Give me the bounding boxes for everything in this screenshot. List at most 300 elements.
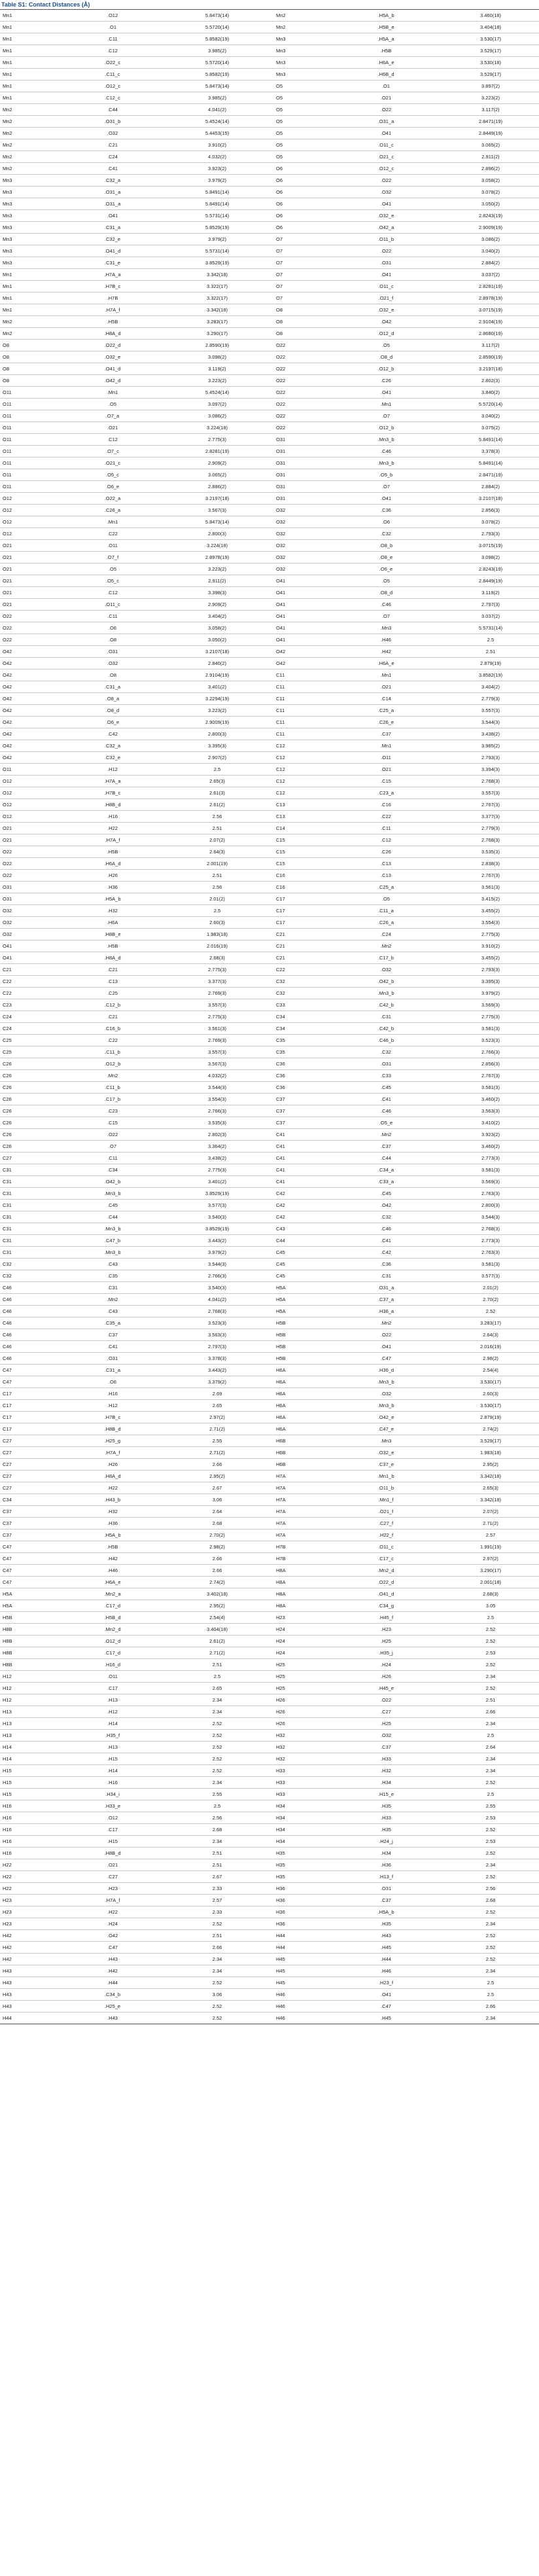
distance-2-cell: 3.530(17) [438, 33, 539, 45]
contact-atom-2-cell: .C32 [334, 1046, 438, 1058]
atom-2-cell: H33 [273, 1777, 334, 1789]
atom-1-cell: C31 [0, 1200, 60, 1211]
distance-1-cell: 3.577(3) [165, 1200, 270, 1211]
contact-atom-1-cell: .H16_d [60, 1659, 165, 1671]
distance-2-cell: 3.404(18) [438, 22, 539, 33]
contact-atom-1-cell: .O6_e [60, 717, 165, 728]
table-row [0, 1117, 539, 1129]
atom-1-cell: Mn1 [0, 92, 60, 104]
contact-atom-2-cell: .C26_e [334, 717, 438, 728]
contact-atom-2-cell: .C34_a [334, 1164, 438, 1176]
contact-atom-1-cell: .H46 [60, 1565, 165, 1577]
atom-1-cell: Mn3 [0, 175, 60, 187]
atom-1-cell: O8 [0, 351, 60, 363]
table-row [0, 1070, 539, 1082]
atom-1-cell: Mn2 [0, 128, 60, 139]
atom-2-cell: O22 [273, 410, 334, 422]
contact-atom-2-cell: .O22 [334, 1694, 438, 1706]
atom-2-cell: O8 [273, 328, 334, 340]
table-row [0, 552, 539, 564]
distance-2-cell: 2.65(3) [438, 1482, 539, 1494]
atom-1-cell: C37 [0, 1518, 60, 1530]
distance-2-cell: 3.529(17) [438, 69, 539, 80]
distance-2-cell: 2.766(3) [438, 1046, 539, 1058]
contact-atom-2-cell: .Mn3 [334, 622, 438, 634]
contact-atom-2-cell: .O5 [334, 340, 438, 351]
atom-1-cell: O12 [0, 811, 60, 823]
atom-1-cell: O42 [0, 717, 60, 728]
atom-2-cell: H26 [273, 1718, 334, 1730]
contact-atom-2-cell: .C25_a [334, 705, 438, 717]
atom-2-cell: C14 [273, 823, 334, 834]
distance-1-cell: 5.8473(14) [165, 10, 270, 22]
distance-2-cell: 2.879(19) [438, 658, 539, 670]
contact-atom-1-cell: .C15 [60, 1117, 165, 1129]
contact-atom-2-cell: .O21_f [334, 1506, 438, 1518]
distance-2-cell: 3.523(3) [438, 1035, 539, 1046]
table-row [0, 1164, 539, 1176]
distance-2-cell: 2.52 [438, 1942, 539, 1954]
atom-2-cell: O22 [273, 399, 334, 410]
atom-1-cell: O12 [0, 505, 60, 516]
atom-2-cell: O32 [273, 540, 334, 552]
atom-2-cell: O22 [273, 340, 334, 351]
contact-atom-2-cell: .C25_a [334, 882, 438, 893]
contact-atom-2-cell: .O31_a [334, 1282, 438, 1294]
distance-2-cell: 2.52 [438, 1636, 539, 1647]
atom-1-cell: C32 [0, 1270, 60, 1282]
atom-1-cell: C26 [0, 1105, 60, 1117]
atom-1-cell: O12 [0, 493, 60, 505]
contact-atom-2-cell: .H35 [334, 1918, 438, 1930]
table-row [0, 1918, 539, 1930]
atom-2-cell: H36 [273, 1906, 334, 1918]
atom-1-cell: H42 [0, 1954, 60, 1965]
contact-atom-1-cell: .H5B_d [60, 1612, 165, 1624]
table-row [0, 1270, 539, 1282]
atom-2-cell: C15 [273, 846, 334, 858]
table-row [0, 1329, 539, 1341]
distance-2-cell: 2.68 [438, 1895, 539, 1906]
contact-atom-2-cell: .C13 [334, 870, 438, 882]
table-row [0, 469, 539, 481]
atom-2-cell: O32 [273, 505, 334, 516]
table-row [0, 599, 539, 611]
atom-2-cell: Mn3 [273, 69, 334, 80]
contact-atom-2-cell: .C26 [334, 846, 438, 858]
atom-2-cell: O41 [273, 575, 334, 587]
table-row [0, 1188, 539, 1200]
distance-2-cell: 3.455(2) [438, 952, 539, 964]
distance-1-cell: 2.33 [165, 1883, 270, 1895]
distance-1-cell: 3.985(2) [165, 92, 270, 104]
atom-1-cell: O11 [0, 457, 60, 469]
distance-1-cell: 4.032(2) [165, 1070, 270, 1082]
contact-atom-2-cell: .H45 [334, 2012, 438, 2024]
distance-1-cell: 3.395(3) [165, 740, 270, 752]
table-row [0, 293, 539, 304]
table-row [0, 1153, 539, 1164]
distance-2-cell: 3.040(2) [438, 245, 539, 257]
contact-atom-1-cell: .H7A_f [60, 834, 165, 846]
table-row [0, 1730, 539, 1742]
contact-atom-1-cell: .H5A_b [60, 893, 165, 905]
table-row [0, 705, 539, 717]
atom-2-cell: H26 [273, 1694, 334, 1706]
distance-2-cell: 2.5 [438, 1789, 539, 1800]
distance-2-cell: 2.856(3) [438, 505, 539, 516]
distance-2-cell: 2.802(3) [438, 375, 539, 387]
contact-atom-2-cell: .Mn1_b [334, 1471, 438, 1482]
contact-atom-1-cell: .O21 [60, 1859, 165, 1871]
atom-2-cell: O31 [273, 481, 334, 493]
atom-2-cell: C17 [273, 893, 334, 905]
atom-2-cell: O5 [273, 151, 334, 163]
contact-atom-1-cell: .O11 [60, 540, 165, 552]
distance-1-cell: 2.768(3) [165, 1306, 270, 1317]
distance-2-cell: 2.52 [438, 1930, 539, 1942]
distance-1-cell: 3.985(2) [165, 45, 270, 57]
atom-1-cell: O21 [0, 599, 60, 611]
table-row [0, 1141, 539, 1153]
contact-atom-2-cell: .O32 [334, 187, 438, 198]
atom-2-cell: O22 [273, 351, 334, 363]
table-row [0, 1023, 539, 1035]
table-row [0, 1471, 539, 1482]
distance-1-cell: 2.54(4) [165, 1612, 270, 1624]
distance-1-cell: 2.51 [165, 1659, 270, 1671]
table-row [0, 1777, 539, 1789]
contact-atom-2-cell: .C11_a [334, 905, 438, 917]
distance-2-cell: 3.0715(19) [438, 304, 539, 316]
contact-atom-1-cell: .H7B [60, 293, 165, 304]
distance-1-cell: 2.909(2) [165, 599, 270, 611]
atom-1-cell: Mn2 [0, 139, 60, 151]
atom-1-cell: H23 [0, 1895, 60, 1906]
distance-2-cell: 3.581(3) [438, 1082, 539, 1094]
distance-2-cell: 2.34 [438, 1765, 539, 1777]
atom-1-cell: O11 [0, 764, 60, 776]
contact-atom-2-cell: .H5A_b [334, 10, 438, 22]
distance-1-cell: 3.540(3) [165, 1282, 270, 1294]
distance-2-cell: 2.52 [438, 1824, 539, 1836]
contact-atom-2-cell: .Mn1 [334, 740, 438, 752]
distance-1-cell: 3.058(2) [165, 622, 270, 634]
atom-2-cell: O31 [273, 469, 334, 481]
table-row [0, 1871, 539, 1883]
table-row [0, 1035, 539, 1046]
contact-atom-1-cell: .O22_a [60, 493, 165, 505]
distance-2-cell: 2.64(3) [438, 1329, 539, 1341]
atom-2-cell: H6A [273, 1365, 334, 1376]
atom-2-cell: C13 [273, 811, 334, 823]
atom-1-cell: H16 [0, 1800, 60, 1812]
distance-2-cell: 2.767(3) [438, 799, 539, 811]
atom-1-cell: Mn1 [0, 293, 60, 304]
contact-atom-1-cell: .O11 [60, 1671, 165, 1683]
table-row [0, 528, 539, 540]
distance-1-cell: 2.60(3) [165, 917, 270, 929]
distance-1-cell: 4.032(2) [165, 151, 270, 163]
contact-atom-1-cell: .C42 [60, 728, 165, 740]
distance-2-cell: 2.779(3) [438, 693, 539, 705]
atom-1-cell: C47 [0, 1565, 60, 1577]
contact-atom-2-cell: .C46_b [334, 1035, 438, 1046]
distance-1-cell: 2.64 [165, 1506, 270, 1518]
atom-2-cell: Mn2 [273, 10, 334, 22]
distance-2-cell: 2.34 [438, 1671, 539, 1683]
table-row [0, 1211, 539, 1223]
distance-2-cell: 2.52 [438, 1306, 539, 1317]
contact-atom-1-cell: .H14 [60, 1765, 165, 1777]
contact-atom-1-cell: .C17 [60, 1683, 165, 1694]
contact-atom-1-cell: .C12_c [60, 92, 165, 104]
distance-2-cell: 3.455(2) [438, 905, 539, 917]
distance-2-cell: 2.763(3) [438, 1247, 539, 1259]
table-row [0, 1577, 539, 1588]
atom-1-cell: C21 [0, 964, 60, 976]
distance-1-cell: 2.66 [165, 1565, 270, 1577]
distance-1-cell: 2.52 [165, 1765, 270, 1777]
distance-2-cell: 2.60(3) [438, 1388, 539, 1400]
distance-2-cell: 2.793(3) [438, 528, 539, 540]
contact-atom-1-cell: .H7A_f [60, 1447, 165, 1459]
contact-atom-2-cell: .Mn3_b [334, 1376, 438, 1388]
atom-2-cell: H46 [273, 1989, 334, 2001]
contact-atom-1-cell: .C34_b [60, 1989, 165, 2001]
contact-atom-1-cell: .C11_b [60, 1082, 165, 1094]
atom-2-cell: C41 [273, 1176, 334, 1188]
distance-1-cell: 2.34 [165, 1706, 270, 1718]
contact-atom-2-cell: .C46 [334, 446, 438, 457]
atom-1-cell: O21 [0, 540, 60, 552]
distance-2-cell: 3.544(3) [438, 717, 539, 728]
contact-atom-2-cell: .O7 [334, 481, 438, 493]
atom-2-cell: H5B [273, 1329, 334, 1341]
contact-atom-2-cell: .C23_a [334, 787, 438, 799]
atom-1-cell: O32 [0, 929, 60, 940]
contact-atom-2-cell: .H43 [334, 1930, 438, 1942]
table-row [0, 387, 539, 399]
distance-1-cell: 2.68 [165, 1824, 270, 1836]
contact-atom-1-cell: .C32_e [60, 234, 165, 245]
atom-1-cell: H5A [0, 1600, 60, 1612]
contact-atom-1-cell: .O11_c [60, 599, 165, 611]
atom-2-cell: O41 [273, 599, 334, 611]
table-row [0, 1423, 539, 1435]
atom-2-cell: H7A [273, 1494, 334, 1506]
contact-atom-1-cell: .H42 [60, 1965, 165, 1977]
contact-atom-1-cell: .H22 [60, 823, 165, 834]
atom-1-cell: C31 [0, 1211, 60, 1223]
contact-atom-1-cell: .O6 [60, 622, 165, 634]
atom-1-cell: Mn1 [0, 22, 60, 33]
table-row [0, 1518, 539, 1530]
contact-atom-2-cell: .O12_b [334, 422, 438, 434]
atom-1-cell: C47 [0, 1541, 60, 1553]
atom-2-cell: H33 [273, 1765, 334, 1777]
table-row [0, 681, 539, 693]
table-row [0, 1789, 539, 1800]
table-row [0, 1588, 539, 1600]
table-row [0, 316, 539, 328]
atom-2-cell: C45 [273, 1270, 334, 1282]
contact-atom-1-cell: .C44 [60, 1211, 165, 1223]
contact-atom-2-cell: .C42_b [334, 1023, 438, 1035]
distance-2-cell: 2.8449(19) [438, 575, 539, 587]
distance-2-cell: 2.800(3) [438, 1200, 539, 1211]
distance-2-cell: 2.5 [438, 634, 539, 646]
atom-1-cell: Mn3 [0, 234, 60, 245]
atom-1-cell: O21 [0, 564, 60, 575]
atom-2-cell: C17 [273, 917, 334, 929]
distance-2-cell: 2.07(2) [438, 1506, 539, 1518]
table-row [0, 351, 539, 363]
distance-1-cell: 3.910(2) [165, 139, 270, 151]
contact-atom-1-cell: .H12 [60, 1400, 165, 1412]
table-row [0, 33, 539, 45]
distance-2-cell: 2.01(2) [438, 1282, 539, 1294]
atom-1-cell: O22 [0, 870, 60, 882]
atom-2-cell: H8A [273, 1577, 334, 1588]
contact-atom-2-cell: .O21 [334, 764, 438, 776]
distance-2-cell: 2.5 [438, 1730, 539, 1742]
distance-2-cell: 2.34 [438, 1753, 539, 1765]
distance-2-cell: 2.95(2) [438, 1459, 539, 1471]
table-row [0, 1105, 539, 1117]
contact-atom-1-cell: .O12_d [60, 1636, 165, 1647]
distance-1-cell: 2.56 [165, 811, 270, 823]
contact-atom-2-cell: .C14 [334, 693, 438, 705]
table-row [0, 1800, 539, 1812]
atom-1-cell: Mn3 [0, 210, 60, 222]
distance-2-cell: 3.985(2) [438, 740, 539, 752]
contact-atom-1-cell: .C31_a [60, 681, 165, 693]
distance-1-cell: 3.404(2) [165, 611, 270, 622]
distance-2-cell: 3.577(3) [438, 1270, 539, 1282]
atom-1-cell: C46 [0, 1317, 60, 1329]
contact-atom-1-cell: .C17 [60, 1824, 165, 1836]
contact-atom-1-cell: .O41_d [60, 245, 165, 257]
contact-atom-1-cell: .H32 [60, 905, 165, 917]
atom-2-cell: C21 [273, 929, 334, 940]
contact-atom-1-cell: .H32 [60, 1506, 165, 1518]
distance-1-cell: 2.52 [165, 1753, 270, 1765]
distance-1-cell: 2.61(2) [165, 1636, 270, 1647]
contact-atom-1-cell: .H35_f [60, 1730, 165, 1742]
table-row [0, 1765, 539, 1777]
contact-atom-1-cell: .C43 [60, 1259, 165, 1270]
contact-atom-2-cell: .O8_d [334, 587, 438, 599]
atom-2-cell: O5 [273, 128, 334, 139]
distance-1-cell: 3.2197(18) [165, 493, 270, 505]
contact-atom-2-cell: .Mn3_b [334, 434, 438, 446]
distance-2-cell: 3.529(17) [438, 45, 539, 57]
contact-atom-2-cell: .C45 [334, 1188, 438, 1200]
table-row [0, 740, 539, 752]
table-row [0, 1812, 539, 1824]
table-row [0, 1376, 539, 1388]
contact-atom-1-cell: .O8_a [60, 693, 165, 705]
atom-1-cell: H8B [0, 1624, 60, 1636]
table-row [0, 57, 539, 69]
atom-1-cell: O8 [0, 340, 60, 351]
table-row [0, 422, 539, 434]
distance-1-cell: 5.4524(14) [165, 387, 270, 399]
contact-atom-2-cell: .H5B [334, 45, 438, 57]
table-row [0, 1235, 539, 1247]
distance-2-cell: 2.97(2) [438, 1553, 539, 1565]
atom-1-cell: O12 [0, 787, 60, 799]
contact-atom-2-cell: .O11_b [334, 1482, 438, 1494]
atom-1-cell: H16 [0, 1836, 60, 1848]
distance-1-cell: 2.68 [165, 1518, 270, 1530]
table-row [0, 69, 539, 80]
atom-2-cell: C32 [273, 976, 334, 988]
atom-2-cell: H5B [273, 1341, 334, 1353]
contact-atom-1-cell: .C35_a [60, 1317, 165, 1329]
contact-atom-1-cell: .O31 [60, 646, 165, 658]
table-row [0, 693, 539, 705]
contact-atom-1-cell: .C23 [60, 1105, 165, 1117]
distance-2-cell: 3.557(3) [438, 787, 539, 799]
distance-1-cell: 2.56 [165, 1812, 270, 1824]
distance-2-cell: 2.8978(19) [438, 293, 539, 304]
distance-2-cell: 3.078(2) [438, 516, 539, 528]
distance-1-cell: 3.544(3) [165, 1082, 270, 1094]
contact-atom-1-cell: .O5_c [60, 575, 165, 587]
contact-atom-1-cell: .Mn1 [60, 516, 165, 528]
contact-atom-1-cell: .O22_c [60, 57, 165, 69]
contact-atom-1-cell: .H8A_d [60, 328, 165, 340]
atom-1-cell: O8 [0, 375, 60, 387]
contact-atom-2-cell: .C41 [334, 1235, 438, 1247]
distance-1-cell: 5.8582(19) [165, 33, 270, 45]
distance-2-cell: 3.460(18) [438, 10, 539, 22]
distance-2-cell: 2.793(3) [438, 964, 539, 976]
atom-2-cell: C11 [273, 693, 334, 705]
atom-2-cell: H5A [273, 1294, 334, 1306]
distance-2-cell: 2.34 [438, 1918, 539, 1930]
atom-1-cell: C26 [0, 1141, 60, 1153]
distance-2-cell: 2.768(3) [438, 834, 539, 846]
atom-2-cell: O32 [273, 528, 334, 540]
contact-atom-2-cell: .C12 [334, 834, 438, 846]
distance-2-cell: 3.290(17) [438, 1565, 539, 1577]
distance-2-cell: 2.856(3) [438, 1058, 539, 1070]
contact-atom-1-cell: .O1 [60, 22, 165, 33]
table-row [0, 1247, 539, 1259]
contact-atom-2-cell: .O41 [334, 198, 438, 210]
contact-atom-1-cell: .Mn2_d [60, 1624, 165, 1636]
contact-atom-1-cell: .H8B_d [60, 1423, 165, 1435]
contact-atom-2-cell: .H23 [334, 1624, 438, 1636]
contact-atom-1-cell: .H8B_d [60, 1848, 165, 1859]
distance-2-cell: 2.884(2) [438, 257, 539, 269]
table-row [0, 622, 539, 634]
contact-atom-1-cell: .H22 [60, 1482, 165, 1494]
contact-atom-1-cell: .O42_b [60, 1176, 165, 1188]
distance-2-cell: 2.879(19) [438, 1412, 539, 1423]
atom-2-cell: O5 [273, 92, 334, 104]
atom-1-cell: O42 [0, 705, 60, 717]
atom-2-cell: O22 [273, 363, 334, 375]
distance-1-cell: 3.544(3) [165, 1259, 270, 1270]
table-row [0, 457, 539, 469]
atom-2-cell: H8A [273, 1565, 334, 1577]
distance-1-cell: 5.4524(14) [165, 116, 270, 128]
distance-2-cell: 3.557(3) [438, 705, 539, 717]
